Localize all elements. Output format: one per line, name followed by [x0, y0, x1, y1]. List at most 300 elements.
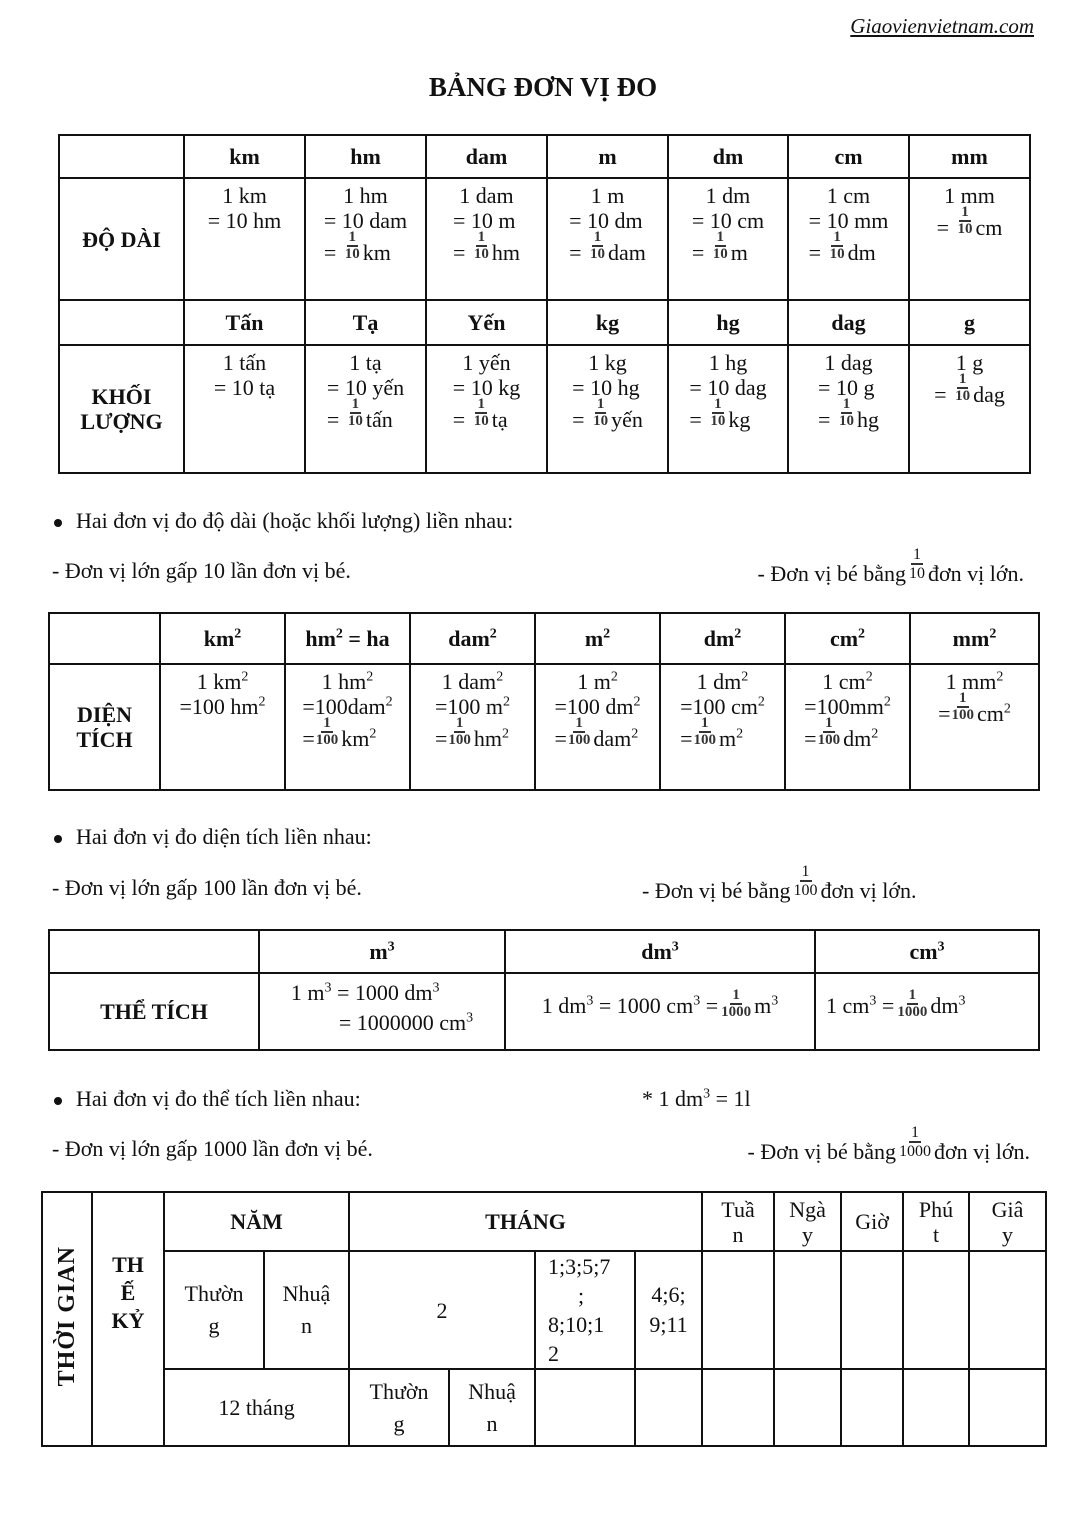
conversion-line: 1 tấn — [222, 350, 267, 375]
unit-header: dm — [668, 135, 788, 178]
conversion-line: 1 km — [222, 183, 267, 208]
conversion-line: = 10 hg — [572, 375, 640, 400]
fraction-denominator: 100 — [817, 732, 841, 748]
unit-header: hm — [305, 135, 426, 178]
conversion-content — [302, 669, 392, 757]
unit-suffix: = ha — [342, 626, 390, 651]
exponent: 2 — [1003, 701, 1011, 717]
unit-text: yến — [611, 407, 643, 433]
fraction-numerator: 1 — [455, 715, 464, 731]
conversion-line: = 10 kg — [452, 375, 521, 400]
time-row-2 — [42, 1251, 1046, 1369]
conversion-content — [208, 183, 282, 233]
conversion-line — [691, 229, 764, 271]
unit-exponent: 2 — [234, 626, 242, 642]
text: = 1000 cm — [593, 993, 694, 1019]
unit-base: mm — [952, 626, 990, 651]
conversion-line — [326, 396, 404, 438]
unit-text: tạ — [491, 407, 508, 433]
exponent: 2 — [496, 669, 504, 685]
fraction-denominator: 10 — [829, 246, 845, 262]
conversion-line: = 10 tạ — [213, 375, 276, 400]
equals-sign: = — [818, 407, 836, 433]
conversion-line — [435, 669, 510, 694]
conversion-line — [179, 669, 265, 694]
year-header: NĂM — [164, 1192, 349, 1251]
fraction — [473, 397, 490, 429]
text: 1 m — [577, 669, 611, 694]
equals-sign: = — [691, 240, 710, 266]
equals-sign: = — [689, 407, 708, 433]
empty-corner — [49, 930, 259, 973]
exponent: 2 — [503, 694, 511, 710]
conversion-content — [214, 350, 275, 400]
fraction — [838, 397, 855, 429]
text: 1 mm — [945, 669, 997, 694]
equals-sign: = — [554, 726, 567, 752]
conversion-line — [452, 396, 520, 438]
mass-cell — [305, 345, 426, 473]
fraction-denominator: 10 — [838, 413, 854, 429]
unit-text: km — [341, 726, 370, 752]
note-text: Hai đơn vị đo diện tích liền nhau: — [76, 824, 372, 849]
note-bullet — [54, 824, 372, 850]
hour-header: Giờ — [841, 1192, 903, 1251]
note-bullet — [54, 508, 513, 534]
text: 1 km — [196, 669, 242, 694]
fraction-numerator: 1 — [716, 229, 725, 245]
time-side-label: THỜI GIAN — [53, 1246, 80, 1387]
note-text: đơn vị lớn. — [934, 1139, 1030, 1165]
fraction — [794, 863, 818, 899]
text: =100 cm — [680, 694, 758, 719]
area-cell — [785, 664, 910, 790]
second-line: Giâ — [991, 1196, 1024, 1222]
text: 1 cm — [826, 993, 870, 1019]
week-line: Tuầ — [721, 1196, 755, 1222]
exponent: 3 — [693, 993, 701, 1009]
fraction-denominator: 10 — [590, 246, 606, 262]
exponent: 3 — [869, 993, 877, 1009]
area-cell — [410, 664, 535, 790]
volume-table — [48, 929, 1040, 1051]
length-header-row — [59, 135, 1030, 178]
empty-cell — [903, 1251, 969, 1369]
equals-sign: = — [936, 215, 955, 241]
fraction-denominator: 100 — [793, 882, 818, 899]
conversion-line — [804, 715, 891, 757]
unit-header — [815, 930, 1039, 973]
text: 1 hm — [321, 669, 367, 694]
conversion-line — [291, 978, 473, 1008]
unit-text: hg — [856, 407, 879, 433]
fraction-numerator: 1 — [596, 396, 605, 412]
unit-text: hm — [491, 240, 521, 266]
exponent: 3 — [586, 993, 594, 1009]
day-line: Ngà — [789, 1196, 826, 1222]
text: 1 dam — [441, 669, 497, 694]
conversion-content — [435, 669, 510, 757]
note-right — [642, 863, 917, 911]
century-line: KỶ — [111, 1308, 145, 1333]
area-header-row — [49, 613, 1039, 664]
fraction-numerator: 1 — [575, 715, 583, 731]
volume-cell — [259, 973, 505, 1050]
fraction — [589, 230, 606, 262]
conversion-line — [554, 669, 640, 694]
fraction-denominator: 10 — [473, 413, 489, 429]
page-title: BẢNG ĐƠN VỊ ĐO — [428, 72, 658, 102]
fraction-denominator: 1000 — [897, 1004, 928, 1020]
fraction-numerator: 1 — [593, 229, 602, 245]
fraction-denominator: 100 — [951, 707, 975, 723]
equals-sign: = — [452, 240, 471, 266]
unit-header — [285, 613, 410, 664]
unit-exponent: 3 — [937, 939, 945, 955]
text-line: Thườn — [184, 1281, 244, 1306]
fraction-denominator: 10 — [909, 565, 925, 582]
mass-row — [59, 345, 1030, 473]
area-cell — [660, 664, 785, 790]
exponent: 2 — [241, 669, 249, 685]
unit-base: cm — [829, 626, 859, 651]
conversion-content — [572, 350, 643, 438]
unit-text: dam — [593, 726, 632, 752]
conversion-line: 1 cm — [826, 183, 871, 208]
exponent: 2 — [633, 694, 641, 710]
fraction-numerator: 1 — [477, 396, 485, 412]
leap-year-cell — [264, 1251, 349, 1369]
fraction-denominator: 10 — [347, 413, 363, 429]
conversion-line: = 10 g — [818, 375, 875, 400]
equals-sign: = — [938, 701, 951, 727]
note-text: đơn vị lớn. — [928, 561, 1024, 587]
exponent: 2 — [366, 669, 374, 685]
length-row — [59, 178, 1030, 300]
month-header: THÁNG — [349, 1192, 702, 1251]
unit-header — [160, 613, 285, 664]
equals-sign: = — [572, 407, 591, 433]
fraction — [896, 988, 928, 1020]
conversion-line — [435, 694, 510, 719]
text-line: g — [393, 1410, 405, 1436]
empty-cell — [841, 1369, 903, 1446]
fraction-numerator: 1 — [958, 371, 967, 387]
fraction — [347, 397, 364, 429]
conversion-line: 1 yến — [462, 350, 511, 375]
fraction — [447, 716, 472, 748]
empty-cell — [702, 1251, 774, 1369]
time-table — [41, 1191, 1047, 1447]
fraction — [567, 716, 592, 748]
note-left: - Đơn vị lớn gấp 10 lần đơn vị bé. — [52, 558, 351, 583]
fraction-denominator: 1000 — [721, 1004, 752, 1020]
length-mass-table — [58, 134, 1031, 474]
conversion-line: = 10 dam — [323, 208, 408, 233]
equals-sign: = — [302, 726, 315, 752]
time-row-3 — [42, 1369, 1046, 1446]
length-cell — [426, 178, 547, 300]
conversion-line — [434, 715, 510, 757]
empty-cell — [774, 1369, 841, 1446]
exponent: 3 — [466, 1010, 474, 1026]
fraction — [951, 691, 976, 723]
fraction-denominator: 10 — [710, 413, 726, 429]
equals-sign: = — [434, 726, 448, 752]
fraction-numerator: 1 — [348, 229, 357, 245]
unit-exponent: 3 — [387, 939, 395, 955]
exponent: 2 — [631, 726, 639, 742]
conversion-line: 1 tạ — [349, 350, 382, 375]
text: =100dam — [302, 694, 386, 719]
unit-exponent: 2 — [335, 626, 343, 642]
exponent: 2 — [757, 694, 765, 710]
text-line: Nhuậ — [468, 1378, 516, 1404]
fraction — [693, 716, 718, 748]
fraction — [909, 546, 925, 582]
text-line: g — [208, 1313, 220, 1338]
unit-text: dag — [973, 382, 1005, 408]
exponent: 3 — [324, 980, 332, 996]
text: * 1 dm — [642, 1086, 704, 1111]
unit-header — [535, 613, 660, 664]
unit-header: dag — [788, 300, 909, 345]
leap-feb-cell — [449, 1369, 535, 1446]
text-line: ; — [578, 1283, 585, 1308]
fraction-numerator: 1 — [701, 715, 709, 731]
conversion-line: 1 dm — [705, 183, 751, 208]
empty-cell — [969, 1369, 1046, 1446]
conversion-line: = 10 yến — [326, 375, 405, 400]
empty-cell — [903, 1369, 969, 1446]
unit-base: km — [203, 626, 235, 651]
length-cell — [788, 178, 909, 300]
mass-cell — [547, 345, 668, 473]
conversion-line — [818, 396, 879, 438]
conversion-line — [934, 371, 1005, 413]
conversion-content — [554, 669, 640, 757]
unit-exponent: 2 — [734, 626, 742, 642]
conversion-line: 1 mm — [944, 183, 995, 208]
conversion-content — [453, 183, 520, 271]
conversion-line — [936, 204, 1003, 246]
fraction-numerator: 1 — [477, 229, 486, 245]
unit-text: m — [719, 726, 737, 752]
text-line: 4;6; — [651, 1282, 686, 1307]
fraction-numerator: 1 — [714, 396, 722, 412]
area-cell — [535, 664, 660, 790]
empty-cell — [841, 1251, 903, 1369]
unit-text: cm — [977, 701, 1004, 727]
conversion-line — [291, 1008, 473, 1038]
unit-header: mm — [909, 135, 1030, 178]
note-right — [757, 546, 1025, 594]
length-cell — [305, 178, 426, 300]
text: m — [754, 993, 772, 1019]
conversion-line — [302, 715, 392, 757]
conversion-line: = 10 cm — [691, 208, 765, 233]
unit-header: Tấn — [184, 300, 305, 345]
area-table — [48, 612, 1040, 791]
week-header — [702, 1192, 774, 1251]
time-header-row — [42, 1192, 1046, 1251]
fraction — [344, 230, 361, 262]
day-header — [774, 1192, 841, 1251]
fraction — [473, 230, 490, 262]
mass-cell — [668, 345, 788, 473]
conversion-line — [808, 229, 889, 271]
text: 1 cm — [822, 669, 866, 694]
unit-header — [785, 613, 910, 664]
unit-base: m — [369, 939, 388, 964]
exponent: 2 — [369, 726, 377, 742]
fraction — [817, 716, 842, 748]
fraction-numerator: 1 — [323, 715, 331, 731]
note-extra — [642, 1086, 751, 1112]
unit-header — [410, 613, 535, 664]
area-cell — [910, 664, 1039, 790]
empty-cell — [535, 1369, 635, 1446]
mass-label-line: LƯỢNG — [80, 409, 163, 434]
normal-year-cell — [164, 1251, 264, 1369]
conversion-line — [572, 396, 643, 438]
note-text: đơn vị lớn. — [820, 878, 917, 904]
conversion-line: 1 hg — [708, 350, 748, 375]
unit-text: dm — [843, 726, 872, 752]
century-line: TH — [112, 1252, 144, 1277]
conversion-line — [680, 715, 765, 757]
conversion-line — [680, 669, 765, 694]
note-left: - Đơn vị lớn gấp 1000 lần đơn vị bé. — [52, 1136, 373, 1161]
conversion-content — [689, 350, 766, 438]
conversion-content — [327, 350, 404, 438]
mass-label — [59, 345, 184, 473]
text: dm — [930, 993, 959, 1019]
fraction — [709, 397, 726, 429]
minute-line: Phú — [918, 1196, 954, 1222]
mass-cell — [788, 345, 909, 473]
area-row — [49, 664, 1039, 790]
exponent: 2 — [736, 726, 744, 742]
mass-label-line: KHỐI — [91, 384, 152, 409]
conversion-content — [569, 183, 646, 271]
note-text: Hai đơn vị đo thể tích liền nhau: — [76, 1086, 361, 1111]
text-line: 1;3;5;7 — [548, 1254, 611, 1279]
conversion-line — [452, 229, 521, 271]
fraction-denominator: 10 — [957, 221, 973, 237]
text: =100 dm — [554, 694, 634, 719]
unit-header: hg — [668, 300, 788, 345]
unit-text: cm — [975, 215, 1003, 241]
text: = 1l — [710, 1086, 751, 1111]
fraction — [899, 1124, 931, 1160]
unit-header: km — [184, 135, 305, 178]
exponent: 2 — [741, 669, 749, 685]
fraction — [720, 988, 752, 1020]
months-31-cell — [535, 1251, 635, 1369]
unit-text: km — [362, 240, 391, 266]
fraction-denominator: 10 — [712, 246, 728, 262]
note-right — [747, 1124, 1031, 1172]
week-line: n — [732, 1221, 744, 1247]
fraction-denominator: 100 — [693, 732, 717, 748]
minute-line: t — [932, 1221, 940, 1247]
conversion-line — [938, 690, 1011, 732]
fraction-numerator: 1 — [908, 987, 917, 1003]
exponent: 2 — [871, 726, 879, 742]
twelve-months-cell: 12 tháng — [164, 1369, 349, 1446]
mass-cell — [909, 345, 1030, 473]
text: 1 dm — [541, 993, 587, 1019]
area-label — [49, 664, 160, 790]
exponent: 3 — [703, 1086, 711, 1102]
equals-sign: = — [808, 240, 827, 266]
note-text: - Đơn vị bé bằng — [747, 1139, 896, 1165]
unit-header: Tạ — [305, 300, 426, 345]
mass-cell — [426, 345, 547, 473]
exponent: 2 — [865, 669, 873, 685]
text: =100 hm — [179, 694, 259, 719]
conversion-line — [804, 669, 891, 694]
conversion-line: 1 hm — [343, 183, 388, 208]
unit-text: dm — [847, 240, 876, 266]
conversion-line — [179, 694, 265, 719]
empty-cell — [774, 1251, 841, 1369]
equals-sign: = — [804, 726, 817, 752]
fraction-numerator: 1 — [825, 715, 833, 731]
text: 1 dm — [696, 669, 742, 694]
empty-corner — [59, 300, 184, 345]
unit-base: dm — [703, 626, 735, 651]
empty-corner — [59, 135, 184, 178]
unit-header: Yến — [426, 300, 547, 345]
empty-cell — [635, 1369, 702, 1446]
unit-text: dam — [608, 240, 646, 266]
equals-sign: = — [452, 407, 471, 433]
exponent: 2 — [883, 694, 891, 710]
unit-exponent: 2 — [489, 626, 497, 642]
normal-feb-cell — [349, 1369, 449, 1446]
site-watermark[interactable]: Giaovienvietnam.com — [850, 14, 1034, 38]
mass-cell — [184, 345, 305, 473]
unit-header: dam — [426, 135, 547, 178]
conversion-content — [809, 183, 889, 271]
text-line: n — [486, 1410, 498, 1436]
conversion-line: 1 dam — [459, 183, 514, 208]
text-line: 8;10;1 — [548, 1312, 605, 1337]
unit-exponent: 3 — [671, 939, 679, 955]
empty-cell — [702, 1369, 774, 1446]
unit-text: m — [730, 240, 748, 266]
text: =100mm — [804, 694, 884, 719]
unit-header — [660, 613, 785, 664]
exponent: 2 — [996, 669, 1004, 685]
note-text: - Đơn vị bé bằng — [757, 561, 906, 587]
length-cell — [909, 178, 1030, 300]
note-text: Hai đơn vị đo độ dài (hoặc khối lượng) liền nhau: — [76, 508, 514, 533]
conversion-content — [934, 350, 1005, 413]
volume-cell — [505, 973, 815, 1050]
unit-header: m — [547, 135, 668, 178]
note-bullet — [54, 1086, 361, 1112]
second-header — [969, 1192, 1046, 1251]
unit-text: hm — [473, 726, 503, 752]
exponent: 2 — [610, 669, 618, 685]
unit-header — [259, 930, 505, 973]
exponent: 2 — [385, 694, 393, 710]
conversion-content — [324, 183, 407, 271]
conversion-line: = 10 m — [452, 208, 516, 233]
